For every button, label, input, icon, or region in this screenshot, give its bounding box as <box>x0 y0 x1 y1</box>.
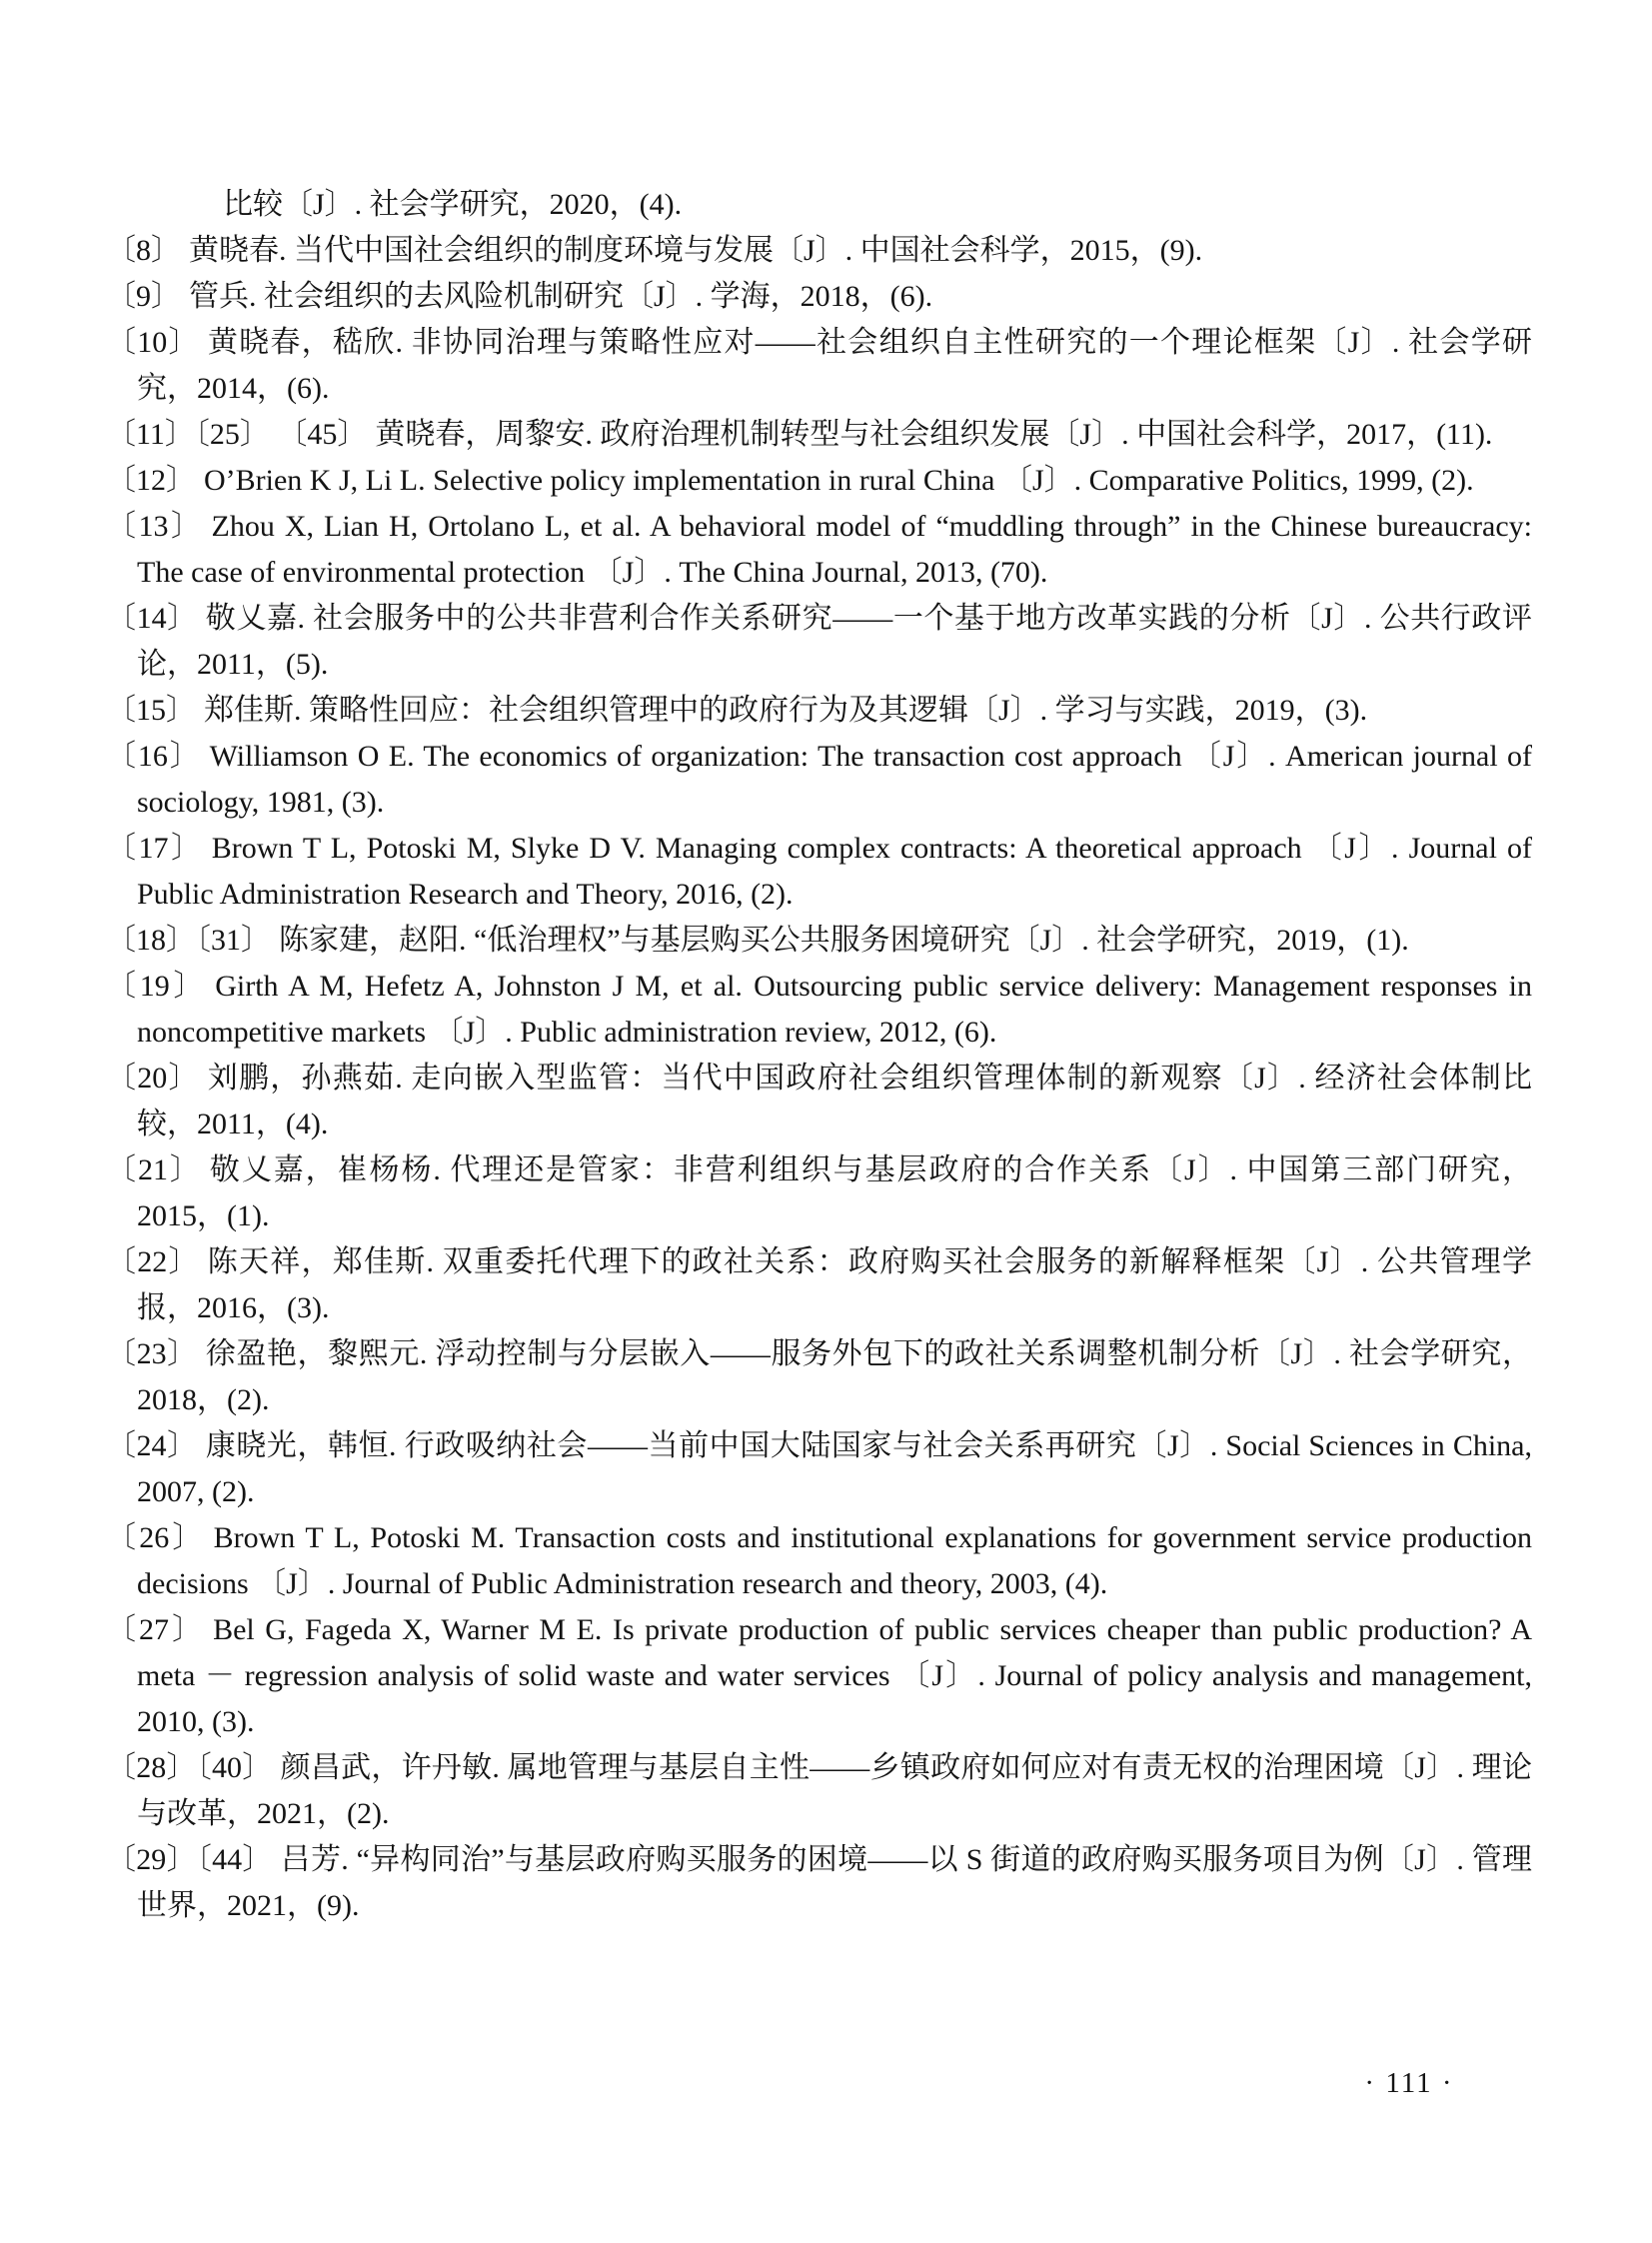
reference-item <box>106 1147 1532 1239</box>
reference-text: 陈天祥，郑佳斯. 双重委托代理下的政社关系：政府购买社会服务的新解释框架〔J〕. 公共管理学报，2016，(3). <box>137 1245 1532 1324</box>
page-number: · 111 · <box>1364 2067 1454 2099</box>
reference-text: 刘鹏，孙燕茹. 走向嵌入型监管：当代中国政府社会组织管理体制的新观察〔J〕. 经济社会体制比较，2011，(4). <box>137 1062 1532 1140</box>
reference-label: 〔13〕 <box>106 510 204 543</box>
reference-label: 〔18〕〔31〕 <box>106 924 271 957</box>
reference-label: 〔21〕 <box>106 1153 202 1186</box>
reference-label: 〔14〕 <box>106 602 198 635</box>
reference-text: 敬乂嘉. 社会服务中的公共非营利合作关系研究——一个基于地方改革实践的分析〔J〕. 公共行政评论，2011，(5). <box>137 602 1532 681</box>
reference-item <box>106 734 1532 826</box>
reference-text: 管兵. 社会组织的去风险机制研究〔J〕. 学海，2018，(6). <box>189 280 933 313</box>
reference-item <box>106 688 1532 734</box>
reference-item <box>106 1745 1532 1837</box>
reference-text: 郑佳斯. 策略性回应：社会组织管理中的政府行为及其逻辑〔J〕. 学习与实践，2019，(3). <box>204 694 1368 727</box>
reference-label: 〔10〕 <box>106 326 200 359</box>
reference-text: 康晓光，韩恒. 行政吸纳社会——当前中国大陆国家与社会关系再研究〔J〕. Social Sciences in China, 2007, (2). <box>137 1429 1532 1508</box>
reference-text: 敬乂嘉，崔杨杨. 代理还是管家：非营利组织与基层政府的合作关系〔J〕. 中国第三部门研究，2015，(1). <box>137 1153 1532 1232</box>
reference-item <box>106 918 1532 964</box>
reference-text: 比较〔J〕. 社会学研究，2020，(4). <box>223 188 683 221</box>
reference-text: 徐盈艳，黎熙元. 浮动控制与分层嵌入——服务外包下的政社关系调整机制分析〔J〕. 社会学研究，2018，(2). <box>137 1337 1532 1416</box>
reference-item <box>106 1331 1532 1423</box>
reference-label: 〔11〕〔25〕 〔45〕 <box>106 418 368 451</box>
reference-item <box>106 1239 1532 1331</box>
reference-text: 颜昌武，许丹敏. 属地管理与基层自主性——乡镇政府如何应对有责无权的治理困境〔J〕. 理论与改革，2021，(2). <box>137 1751 1532 1830</box>
reference-label: 〔20〕 <box>106 1062 200 1095</box>
reference-text: 陈家建，赵阳. “低治理权”与基层购买公共服务困境研究〔J〕. 社会学研究，2019，(1). <box>279 924 1409 957</box>
reference-label: 〔8〕 <box>106 234 181 267</box>
reference-label: 〔27〕 <box>106 1613 206 1646</box>
reference-text: Brown T L, Potoski M. Transaction costs and institutional explanations for government service production decisions 〔J〕. Journal of Public Administration research and theory, 2003, (4). <box>137 1521 1532 1600</box>
reference-label: 〔19〕 <box>106 970 208 1003</box>
reference-text: Zhou X, Lian H, Ortolano L, et al. A behavioral model of “muddling through” in the Chinese bureaucracy: The case of environmental protection 〔J〕. The China Journal, 2013, (70). <box>137 510 1533 589</box>
reference-item <box>106 412 1532 458</box>
reference-text: 黄晓春，周黎安. 政府治理机制转型与社会组织发展〔J〕. 中国社会科学，2017，(11). <box>375 418 1493 451</box>
reference-item <box>106 1607 1532 1745</box>
reference-text: Bel G, Fageda X, Warner M E. Is private production of public services cheaper than public production? A meta － regression analysis of solid waste and water services 〔J〕. Journal of policy analysis and management, 2010, (3). <box>137 1613 1533 1738</box>
reference-item <box>106 1515 1532 1607</box>
reference-label: 〔15〕 <box>106 694 196 727</box>
reference-text: 吕芳. “异构同治”与基层政府购买服务的困境——以 S 街道的政府购买服务项目为例〔J〕. 管理世界，2021，(9). <box>137 1843 1532 1922</box>
reference-text: 黄晓春，嵇欣. 非协同治理与策略性应对——社会组织自主性研究的一个理论框架〔J〕. 社会学研究，2014，(6). <box>137 326 1532 405</box>
reference-item <box>106 458 1532 504</box>
reference-label: 〔28〕〔40〕 <box>106 1751 273 1784</box>
reference-label: 〔29〕〔44〕 <box>106 1843 273 1876</box>
reference-item <box>106 320 1532 412</box>
reference-text: O’Brien K J, Li L. Selective policy implementation in rural China 〔J〕. Comparative Politics, 1999, (2). <box>204 464 1474 497</box>
reference-label: 〔24〕 <box>106 1429 198 1462</box>
reference-label: 〔23〕 <box>106 1337 198 1370</box>
reference-label: 〔12〕 <box>106 464 196 497</box>
reference-label: 〔22〕 <box>106 1245 200 1278</box>
reference-text: Girth A M, Hefetz A, Johnston J M, et al. Outsourcing public service delivery: Management responses in noncompetitive markets 〔J〕. Public administration review, 2012, (6). <box>137 970 1532 1049</box>
reference-item <box>106 826 1532 918</box>
reference-text: Brown T L, Potoski M, Slyke D V. Managing complex contracts: A theoretical approach 〔J〕. Journal of Public Administration Research and Theory, 2016, (2). <box>137 832 1532 911</box>
reference-item <box>106 228 1532 274</box>
reference-item <box>106 504 1532 596</box>
reference-item <box>106 182 1532 228</box>
reference-label: 〔9〕 <box>106 280 181 313</box>
reference-item <box>106 964 1532 1056</box>
reference-label: 〔16〕 <box>106 740 202 773</box>
reference-text: Williamson O E. The economics of organization: The transaction cost approach 〔J〕. American journal of sociology, 1981, (3). <box>137 740 1533 819</box>
reference-item <box>106 274 1532 320</box>
reference-item <box>106 1056 1532 1147</box>
reference-text: 黄晓春. 当代中国社会组织的制度环境与发展〔J〕. 中国社会科学，2015，(9). <box>189 234 1203 267</box>
reference-item <box>106 1423 1532 1515</box>
reference-item <box>106 1837 1532 1929</box>
reference-label: 〔17〕 <box>106 832 204 865</box>
reference-label: 〔26〕 <box>106 1521 206 1554</box>
reference-list <box>106 182 1532 1929</box>
reference-item <box>106 596 1532 688</box>
